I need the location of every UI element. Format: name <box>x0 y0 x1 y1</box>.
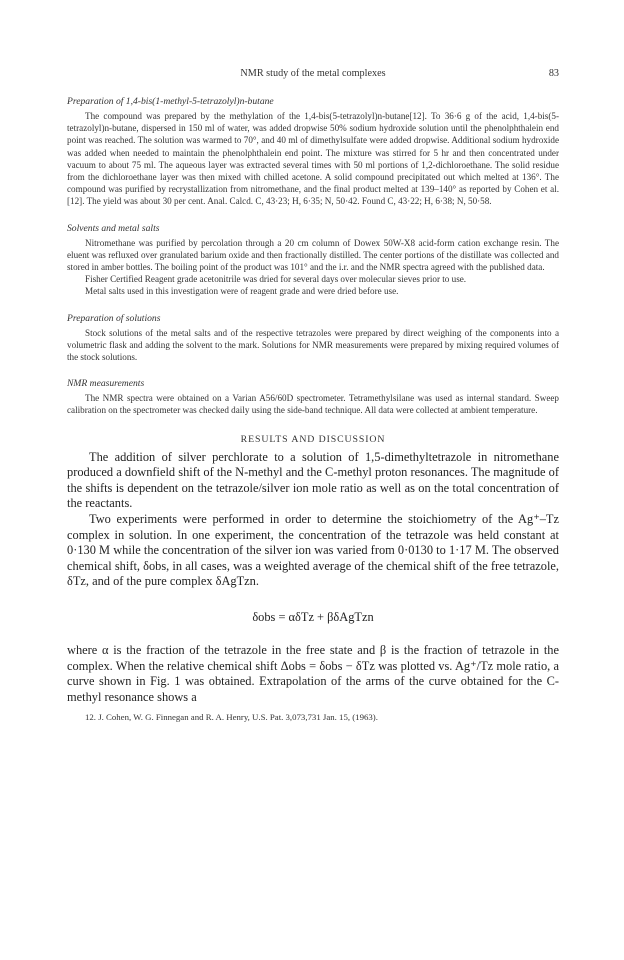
paragraph-results-3: where α is the fraction of the tetrazole in the free state and β is the fraction of tetrazole in the complex. When the relative chemical shift Δobs = δobs − δTz was plotted vs. Ag⁺/Tz mole ratio, a curve shown in Fig. 1 was obtained. Extrapolation of the arms of the curve obtained for the C-methyl resonance shows a <box>67 643 559 704</box>
section-title-nmr: NMR measurements <box>67 378 145 390</box>
running-title: NMR study of the metal complexes <box>240 68 386 79</box>
footnote: 12. J. Cohen, W. G. Finnegan and R. A. Henry, U.S. Pat. 3,073,731 Jan. 15, (1963). <box>85 712 378 723</box>
section-title-results: RESULTS AND DISCUSSION <box>240 433 386 445</box>
section-title-solvents: Solvents and metal salts <box>67 222 160 234</box>
page-number: 83 <box>548 68 559 79</box>
section-title-preparation: Preparation of 1,4-bis(1-methyl-5-tetrazolyl)n-butane <box>67 96 274 107</box>
paragraph-solvents-3: Metal salts used in this investigation were of reagent grade and were dried before use. <box>85 286 399 297</box>
paragraph-solvents-1: Nitromethane was purified by percolation through a 20 cm column of Dowex 50W-X8 acid-form cation exchange resin. The eluent was refluxed over granulated barium oxide and then fractionally distilled. The center portions of the distillate was collected and stored in amber bottles. The boiling point of the product was 101° and the i.r. and the NMR spectra agreed with the published data. <box>67 237 559 273</box>
page <box>67 68 559 722</box>
paragraph-nmr: The NMR spectra were obtained on a Varian A56/60D spectrometer. Tetramethylsilane was used as internal standard. Sweep calibration on the spectrometer was checked daily using the side-band technique. All data were collected at ambient temperature. <box>67 393 559 416</box>
paragraph-solvents-2: Fisher Certified Reagent grade acetonitrile was dried for several days over molecular sieves prior to use. <box>85 274 467 285</box>
section-title-solutions: Preparation of solutions <box>67 312 161 324</box>
paragraph-results-2: Two experiments were performed in order to determine the stoichiometry of the Ag⁺–Tz complex in solution. In one experiment, the concentration of the tetrazole was held constant at 0·130 M while the concentration of the silver ion was varied from 0·0130 to 1·17 M. The observed chemical shift, δobs, in all cases, was a weighted average of the chemical shift of the free tetrazole, δTz, and of the pure complex δAgTzn. <box>67 512 559 589</box>
paragraph-solutions: Stock solutions of the metal salts and of the respective tetrazoles were prepared by direct weighing of the components into a volumetric flask and adding the solvent to the mark. Solutions for NMR measurements were prepared by mixing required volumes of the stock solutions. <box>67 327 559 363</box>
paragraph-preparation: The compound was prepared by the methylation of the 1,4-bis(5-tetrazolyl)n-butane[12]. To 36·6 g of the acid, 1,4-bis(5-tetrazolyl)n-butane, dispersed in 150 ml of water, was added dropwise 50% sodium hydroxide solution until the phenolphthalein end point was reached. The solution was warmed to 70°, and 40 ml of dimethylsulfate were added dropwise. Additional sodium hydroxide was added when needed to maintain the phenolphthalein end point. The mixture was stirred for 5 hr and then concentrated under vacuum to about 75 ml. The aqueous layer was extracted several times with 50 ml portions of 1,2-dichloroethane. The solid residue from the dichloroethane layer was then mixed with chilled acetone. A solid compound precipitated out which melted at 136°. The compound was purified by recrystallization from nitromethane, and the final product melted at 139–140° as reported by Cohen et al.[12]. The yield was about 30 per cent. Anal. Calcd. C, 43·23; H, 6·35; N, 50·42. Found C, 43·22; H, 6·38; N, 50·58. <box>67 111 559 207</box>
running-header <box>67 68 559 82</box>
paragraph-results-1: The addition of silver perchlorate to a solution of 1,5-dimethyltetrazole in nitromethane produced a downfield shift of the N-methyl and the C-methyl proton resonances. The magnitude of the shifts is dependent on the tetrazole/silver ion mole ratio as well as on the total concentration of the reactants. <box>67 449 559 511</box>
equation: δobs = αδTz + βδAgTzn <box>252 610 374 624</box>
